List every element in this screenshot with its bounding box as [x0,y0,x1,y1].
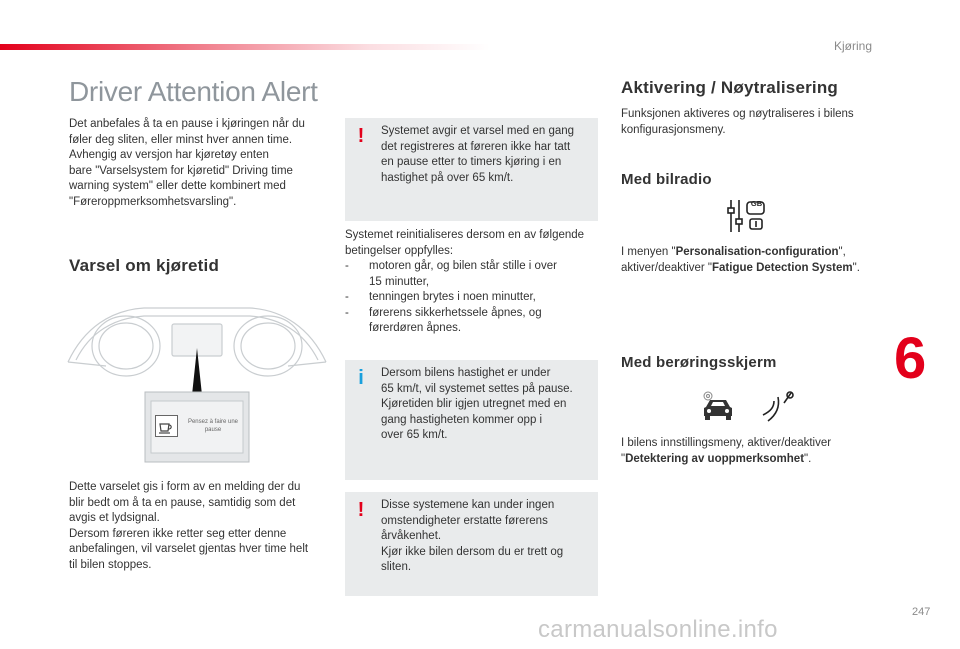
coffee-cup-icon [155,415,178,437]
page-title: Driver Attention Alert [69,76,318,107]
radio-icon-label: GB [750,199,763,208]
list-item: - motoren går, og bilen står stille i over 15 minutter, [345,260,557,288]
intro-line: warning system" eller dette kombinert med [69,180,286,192]
warning-note-text: Disse systemene kan under ingen omstendigheter erstatte førerens årvåkenhet. Kjør ikke bilen dersom du er trett og sliten. [381,499,564,573]
list-item: - førerens sikkerhetssele åpnes, og førerdøren åpnes. [345,306,542,334]
info-icon: i [358,367,364,389]
warning-note-vigilance [345,492,598,596]
outro-line: anbefalingen, vil varselet gjentas hver time helt [69,543,309,555]
list-item: - tenningen brytes i noen minutter, [345,291,536,303]
alert-description-paragraph [69,480,334,573]
header-accent-bar [0,44,490,50]
activation-intro: Funksjonen aktiveres og nøytraliseres i bilens konfigurasjonsmeny. [621,108,854,136]
intro-line: bare "Varselsystem for kjøretid" Driving time [69,164,293,177]
subheading-touchscreen: Med berøringsskjerm [621,354,777,371]
outro-line: til bilen stoppes. [69,558,152,571]
section-heading-driving-time: Varsel om kjøretid [69,256,220,275]
intro-line: Det anbefales å ta en pause i kjøringen når du [69,118,305,130]
outro-line: avgis et lydsignal. [69,512,160,524]
intro-line: føler deg sliten, eller minst hver annen time. [69,133,293,146]
info-note-speed-pause [345,360,598,480]
car-settings-icon [700,389,736,421]
warning-icon: ! [357,125,365,147]
setting-name: Detektering av uoppmerksomhet [625,452,805,465]
instrument-cluster-illustration [66,300,328,472]
outro-line: Dersom føreren ikke retter seg etter denne [69,527,287,540]
watermark: carmanualsonline.info [538,616,778,643]
menu-name: Personalisation-configuration [675,246,839,258]
driver-assist-icon [762,389,796,423]
intro-line: "Føreroppmerksomhetsvarsling". [69,195,237,208]
warning-icon: ! [357,499,365,521]
outro-line: blir bedt om å ta en pause, samtidig som det [69,496,296,509]
intro-paragraph [69,117,334,210]
page-number: 247 [912,606,931,618]
radio-instructions: I menyen "Personalisation-configuration", aktiver/deaktiver "Fatigue Detection System". [621,246,860,274]
setting-name: Fatigue Detection System [712,261,853,274]
warning-note-2h-driving [345,118,598,221]
warning-note-text: Systemet avgir et varsel med en gang det registreres at føreren ikke har tatt en pause etter to timers kjøring i en hastighet på over 65 km/t. [381,125,575,184]
info-note-text: Dersom bilens hastighet er under 65 km/t, vil systemet settes på pause. Kjøretiden blir igjen utregnet med en gang hastigheten kommer opp i over 65 km/t. [381,367,573,441]
intro-line: Avhengig av versjon har kjøretøy enten [69,149,269,161]
subheading-car-radio: Med bilradio [621,171,712,188]
section-heading-activation: Aktivering / Nøytralisering [621,78,839,97]
outro-line: Dette varselet gis i form av en melding der du [69,481,301,493]
touchscreen-instructions: I bilens innstillingsmeny, aktiver/deaktiver "Detektering av uoppmerksomhet". [621,437,832,465]
cluster-display-message: Pensez à faire une pause [187,419,239,433]
reset-conditions: Systemet reinitialiseres dersom en av følgende betingelser oppfylles: - motoren går, og bilen står stille i over 15 minutter, - tenningen brytes i noen minutter, - førerens sikkerhetssele åpnes, og førerdøren åpnes. [345,228,603,337]
chapter-number: 6 [894,326,927,391]
section-label: Kjøring [833,39,872,53]
